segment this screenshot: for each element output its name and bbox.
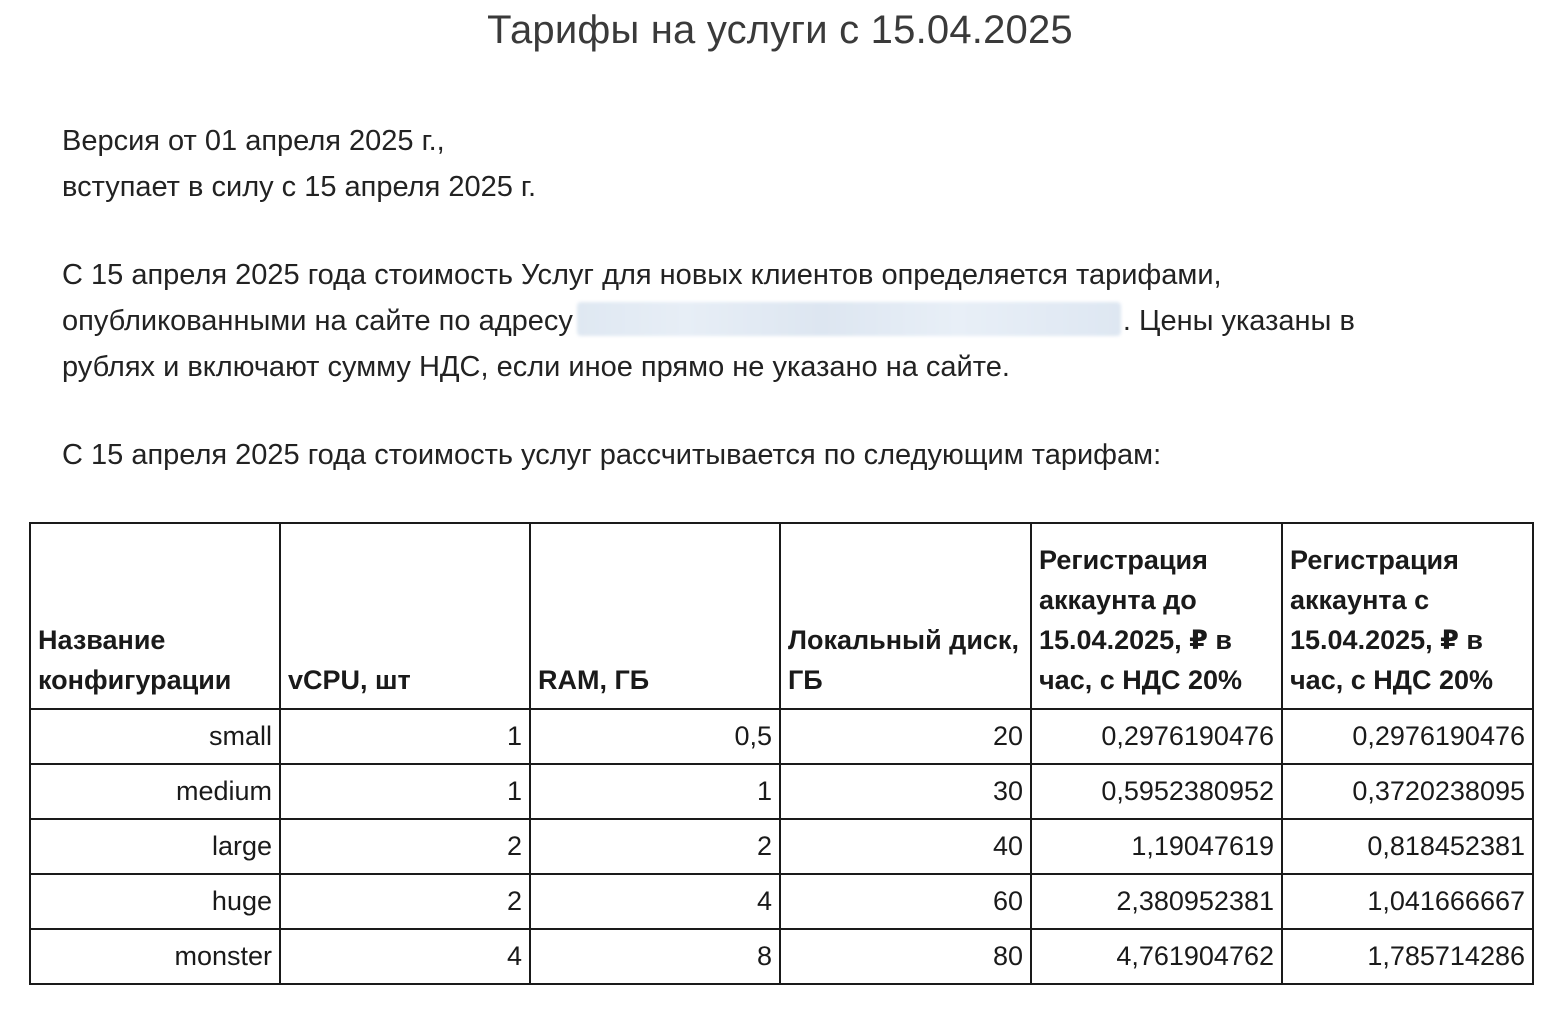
cell-config-name: huge <box>30 874 280 929</box>
intro-text: опубликованными на сайте по адресу <box>62 305 573 337</box>
cell-disk: 60 <box>780 874 1031 929</box>
header-config-name: Название конфигурации <box>30 523 280 709</box>
version-line: Версия от 01 апреля 2025 г., <box>62 125 445 157</box>
cell-ram: 4 <box>530 874 780 929</box>
cell-vcpu: 2 <box>280 874 530 929</box>
cell-config-name: monster <box>30 929 280 984</box>
table-row <box>30 709 1533 764</box>
cell-ram: 8 <box>530 929 780 984</box>
cell-config-name: small <box>30 709 280 764</box>
cell-ram: 2 <box>530 819 780 874</box>
cell-vcpu: 1 <box>280 709 530 764</box>
header-price-before: Регистрация аккаунта до 15.04.2025, ₽ в час, с НДС 20% <box>1031 523 1282 709</box>
cell-vcpu: 2 <box>280 819 530 874</box>
intro-line: С 15 апреля 2025 года стоимость Услуг для новых клиентов определяется тарифами, <box>62 259 1222 291</box>
cell-disk: 40 <box>780 819 1031 874</box>
cell-disk: 80 <box>780 929 1031 984</box>
cell-price-before: 1,19047619 <box>1031 819 1282 874</box>
cell-price-after: 1,041666667 <box>1282 874 1533 929</box>
table-header-row <box>30 523 1533 709</box>
cell-config-name: large <box>30 819 280 874</box>
table-row <box>30 874 1533 929</box>
header-disk: Локальный диск, ГБ <box>780 523 1031 709</box>
cell-price-after: 1,785714286 <box>1282 929 1533 984</box>
cell-price-before: 0,2976190476 <box>1031 709 1282 764</box>
table-row <box>30 929 1533 984</box>
intro-line: рублях и включают сумму НДС, если иное прямо не указано на сайте. <box>62 351 1010 383</box>
table-row <box>30 819 1533 874</box>
header-ram: RAM, ГБ <box>530 523 780 709</box>
header-vcpu: vCPU, шт <box>280 523 530 709</box>
intro-line <box>62 298 1355 344</box>
cell-price-before: 0,5952380952 <box>1031 764 1282 819</box>
cell-price-after: 0,2976190476 <box>1282 709 1533 764</box>
cell-config-name: medium <box>30 764 280 819</box>
calc-paragraph: С 15 апреля 2025 года стоимость услуг рассчитывается по следующим тарифам: <box>62 439 1162 471</box>
cell-ram: 0,5 <box>530 709 780 764</box>
header-price-after: Регистрация аккаунта с 15.04.2025, ₽ в час, с НДС 20% <box>1282 523 1533 709</box>
cell-price-after: 0,818452381 <box>1282 819 1533 874</box>
tariff-table <box>29 522 1534 985</box>
table-row <box>30 764 1533 819</box>
cell-disk: 20 <box>780 709 1031 764</box>
cell-vcpu: 4 <box>280 929 530 984</box>
document-title: Тарифы на услуги с 15.04.2025 <box>487 8 1073 52</box>
cell-ram: 1 <box>530 764 780 819</box>
intro-paragraph <box>62 252 1355 390</box>
redacted-url <box>577 302 1121 336</box>
cell-vcpu: 1 <box>280 764 530 819</box>
version-paragraph <box>62 118 536 210</box>
cell-price-after: 0,3720238095 <box>1282 764 1533 819</box>
cell-price-before: 4,761904762 <box>1031 929 1282 984</box>
intro-text: . Цены указаны в <box>1122 305 1355 337</box>
cell-disk: 30 <box>780 764 1031 819</box>
effective-line: вступает в силу с 15 апреля 2025 г. <box>62 171 537 203</box>
cell-price-before: 2,380952381 <box>1031 874 1282 929</box>
